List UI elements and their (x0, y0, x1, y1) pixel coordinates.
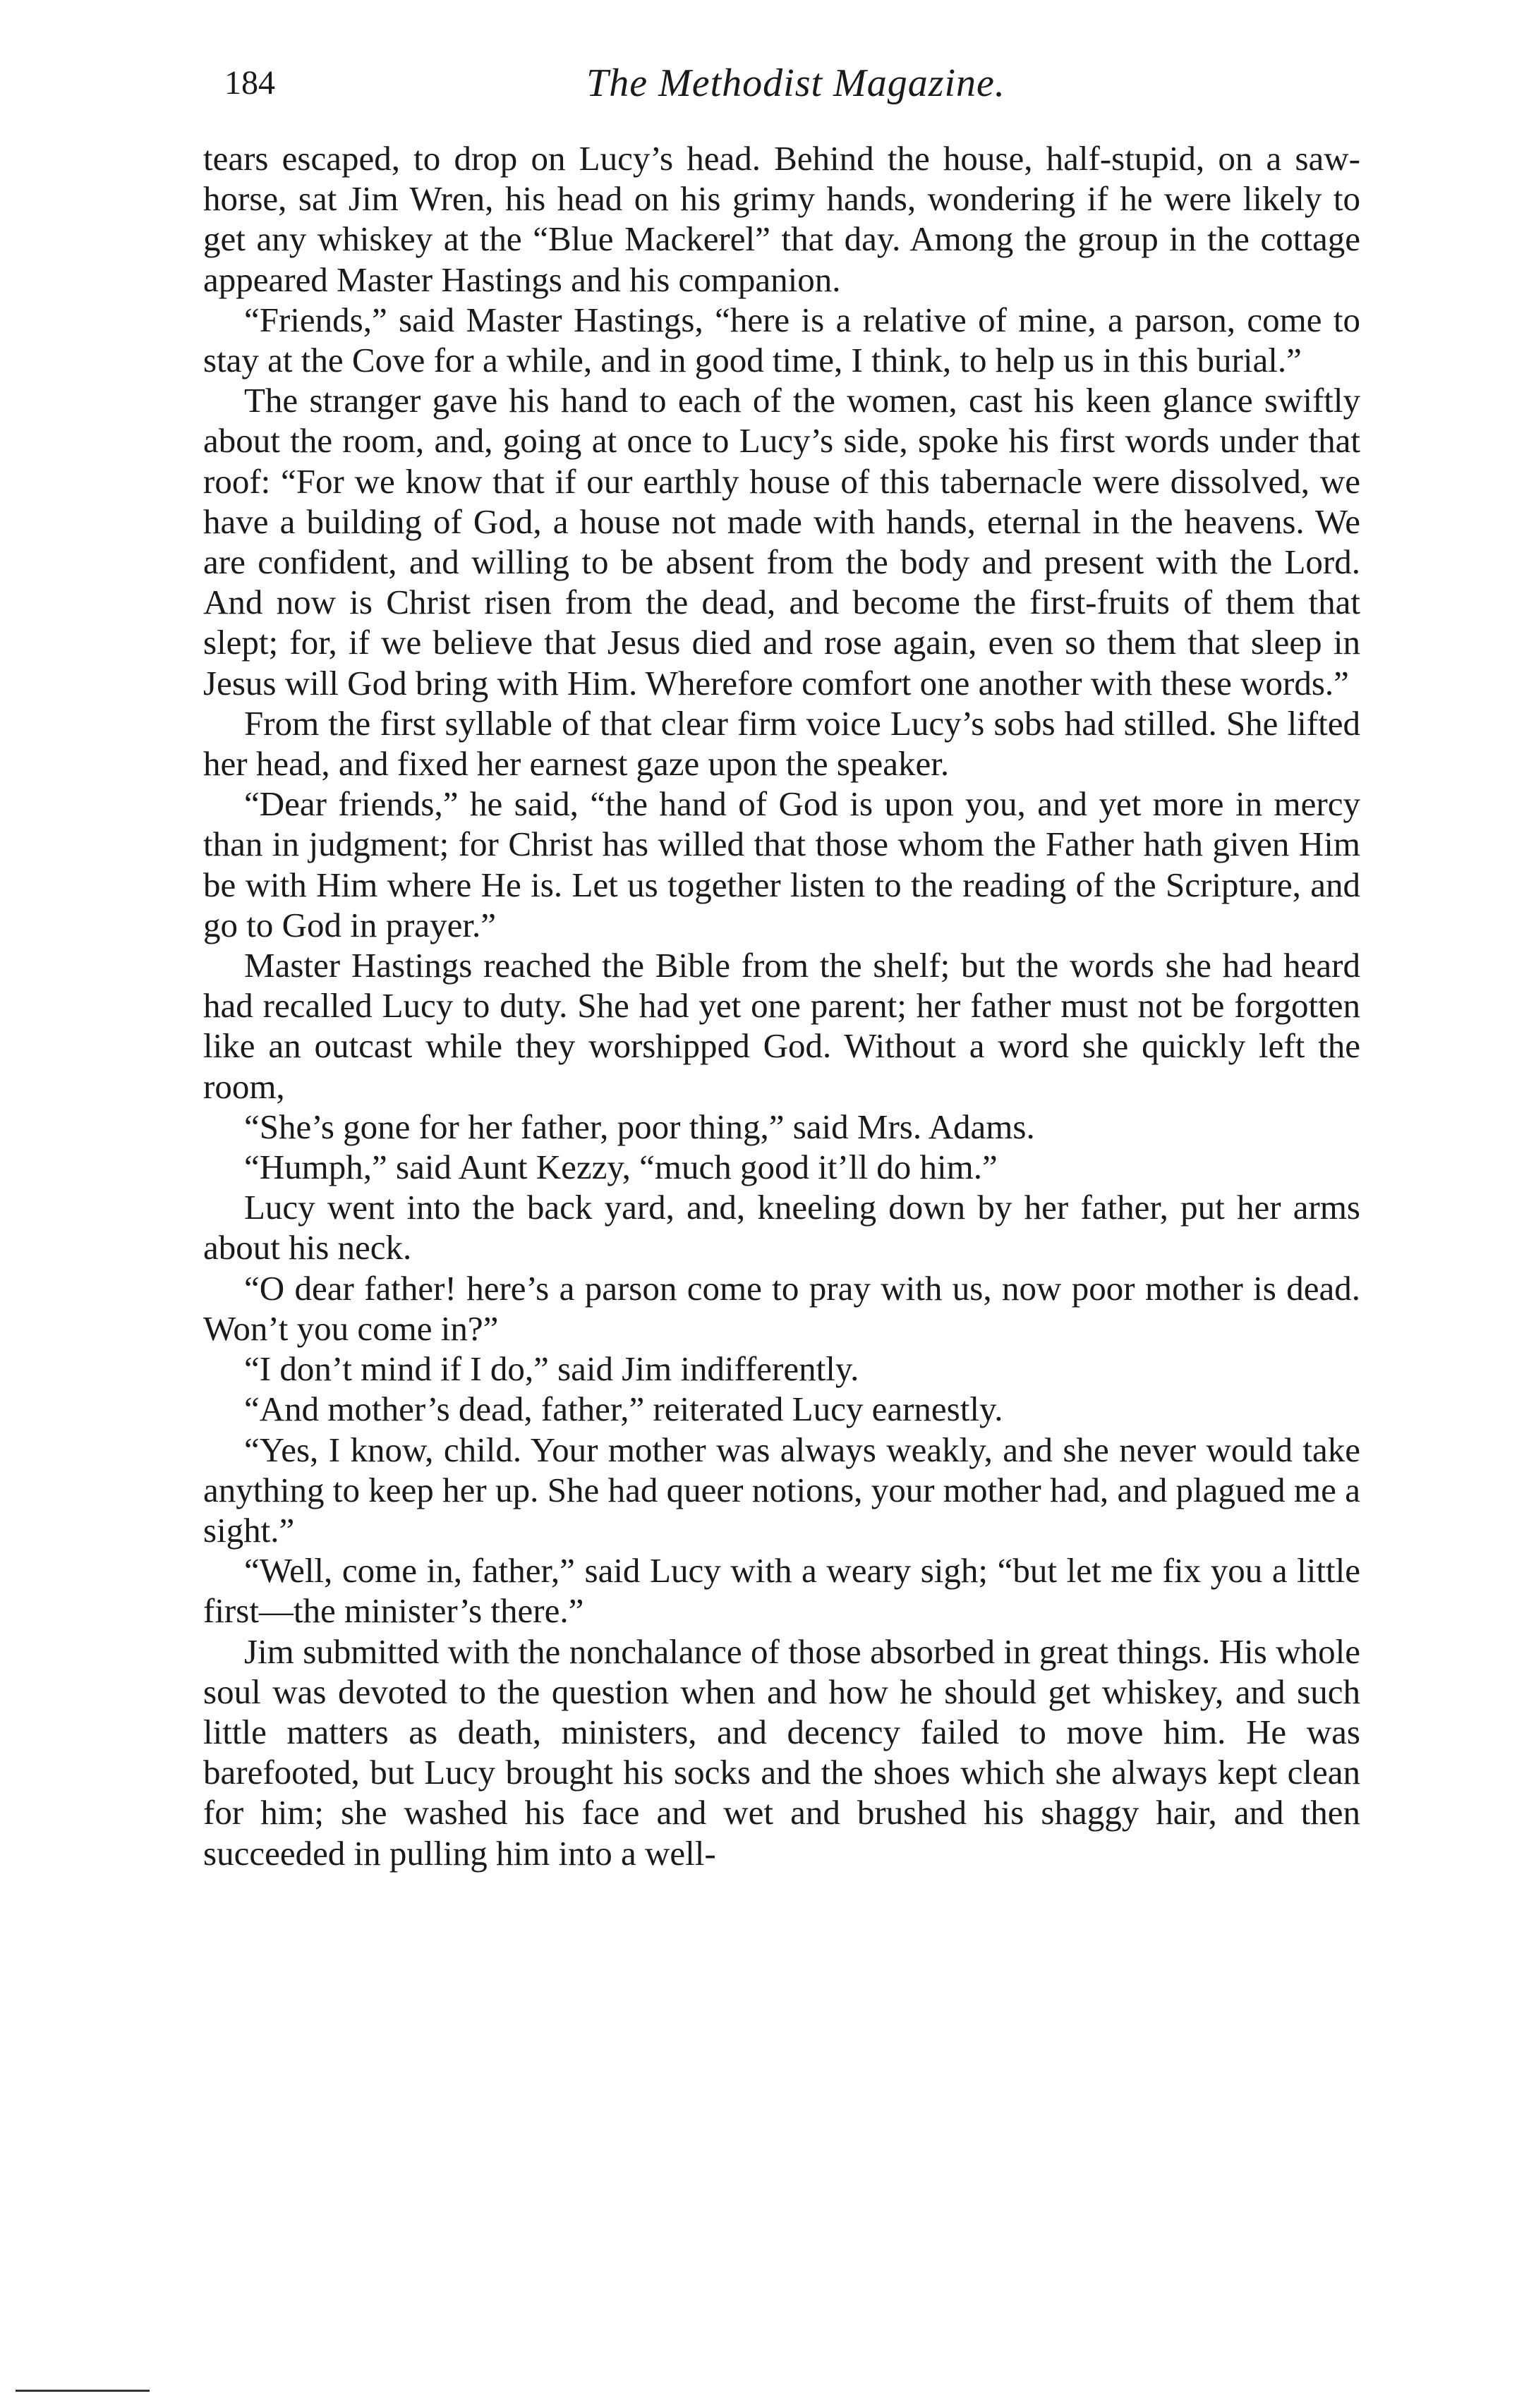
paragraph: “Yes, I know, child. Your mother was always weakly, and she never would take anything to keep her up. She had queer notions, your mother had, and plagued me a sight.” (203, 1430, 1360, 1550)
paragraph: The stranger gave his hand to each of the women, cast his keen glance swiftly about the room, and, going at once to Lucy’s side, spoke his first words under that roof: “For we know that if our earthly house of this tabernacle were dissolved, we have a building of God, a house not made with hands, eternal in the heavens. We are confident, and willing to be absent from the body and present with the Lord. And now is Christ risen from the dead, and become the first-fruits of them that slept; for, if we believe that Jesus died and rose again, even so them that sleep in Jesus will God bring with Him. Wherefore comfort one another with these words.” (203, 381, 1360, 703)
paragraph: Master Hastings reached the Bible from the shelf; but the words she had heard had recalled Lucy to duty. She had yet one parent; her father must not be forgotten like an outcast while they worshipped God. Without a word she quickly left the room, (203, 946, 1360, 1106)
running-head (224, 55, 1367, 111)
paragraph: Jim submitted with the nonchalance of those absorbed in great things. His whole soul was devoted to the question when and how he should get whiskey, and such little matters as death, ministers, and decency failed to move him. He was barefooted, but Lucy brought his socks and the shoes which she always kept clean for him; she washed his face and wet and brushed his shaggy hair, and then succeeded in pulling him into a well- (203, 1631, 1360, 1873)
paragraph: From the first syllable of that clear firm voice Lucy’s sobs had stilled. She lifted her head, and fixed her earnest gaze upon the speaker. (203, 703, 1360, 784)
paragraph: “O dear father! here’s a parson come to pray with us, now poor mother is dead. Won’t you come in?” (203, 1268, 1360, 1348)
journal-title: The Methodist Magazine. (586, 61, 1005, 105)
paragraph: “She’s gone for her father, poor thing,” said Mrs. Adams. (244, 1107, 1035, 1146)
paragraph: “And mother’s dead, father,” reiterated Lucy earnestly. (244, 1390, 1003, 1429)
paragraph: “Well, come in, father,” said Lucy with a weary sigh; “but let me fix you a little first—the minister’s there.” (203, 1551, 1360, 1631)
footer-rule (16, 2390, 150, 2392)
paragraph: “Humph,” said Aunt Kezzy, “much good it’ll do him.” (244, 1148, 998, 1187)
page-number: 184 (224, 64, 275, 102)
paragraph: “I don’t mind if I do,” said Jim indifferently. (244, 1349, 859, 1389)
paragraph: “Friends,” said Master Hastings, “here is a relative of mine, a parson, come to stay at the Cove for a while, and in good time, I think, to help us in this burial.” (203, 300, 1360, 380)
body-text (203, 138, 1360, 1873)
paragraph: “Dear friends,” he said, “the hand of God is upon you, and yet more in mercy than in judgment; for Christ has willed that those whom the Father hath given Him be with Him where He is. Let us together listen to the reading of the Scripture, and go to God in prayer.” (203, 784, 1360, 944)
paragraph: tears escaped, to drop on Lucy’s head. Behind the house, half-stupid, on a saw-horse, sat Jim Wren, his head on his grimy hands, wondering if he were likely to get any whiskey at the “Blue Mackerel” that day. Among the group in the cottage appeared Master Hastings and his companion. (203, 139, 1360, 299)
paragraph: Lucy went into the back yard, and, kneeling down by her father, put her arms about his neck. (203, 1188, 1360, 1267)
